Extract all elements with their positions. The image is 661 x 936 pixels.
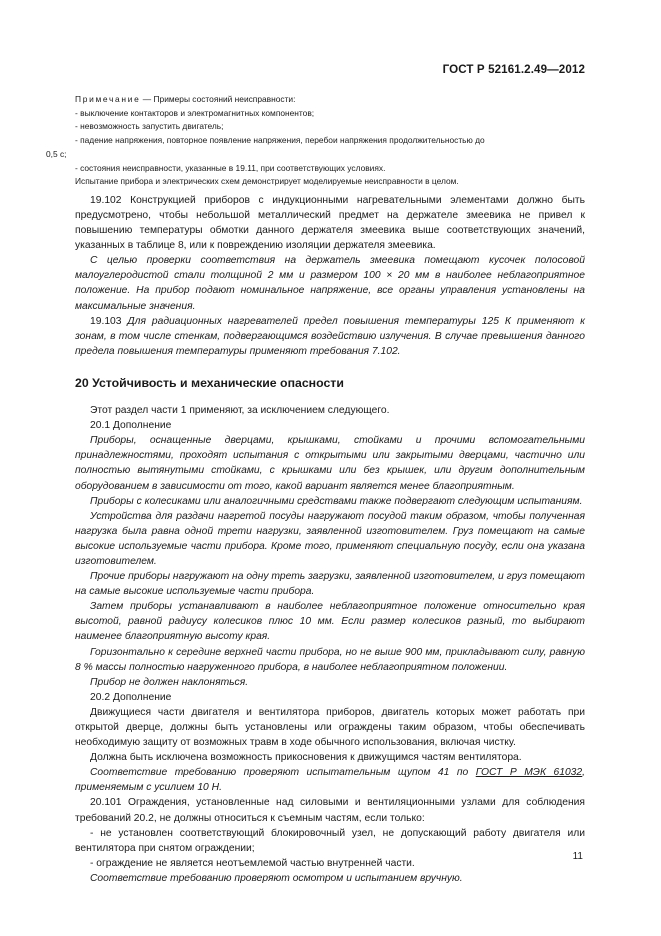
- para-20-1: Горизонтально к середине верхней части прибора, но не выше 900 мм, прикладывают силу, равную 8 % массы полностью нагруженного прибора, в наиболее неблагоприятном положении.: [75, 646, 585, 673]
- note-label: Примечание: [75, 94, 141, 104]
- note-final: Испытание прибора и электрических схем демонстрирует моделируемые неисправности в целом.: [75, 176, 459, 187]
- note-item: - падение напряжения, повторное появление напряжения, перебои напряжения продолжительностью до: [75, 135, 485, 146]
- page-number: 11: [572, 851, 583, 862]
- note-item: - состояния неисправности, указанные в 19.11, при соответствующих условиях.: [75, 162, 386, 173]
- main-text: [75, 193, 585, 886]
- para-19-102: 19.102 Конструкцией приборов с индукционными нагревательными элементами должно быть предусмотрено, чтобы небольшой металлический предмет на держателе змеевика не привел к повышению температуры обмотки данного держателя змеевика выше соответствующих значений, указанных в таблице 8, или к повреждению изоляции держателя змеевика.: [75, 194, 585, 252]
- section-heading: 20 Устойчивость и механические опасности: [75, 375, 344, 390]
- para-20-1: Приборы, оснащенные дверцами, крышками, стойками и прочими вспомогательными принадлежностями, проходят испытания с открытыми или закрытыми дверцами, частично или полностью вытянутыми стойками, с крышками или без крышек, или другим дополнительным оборудованием в зависимости от того, какой вариант является менее благоприятным.: [75, 435, 585, 492]
- para-20-101-test: Соответствие требованию проверяют осмотром и испытанием вручную.: [90, 872, 463, 884]
- para-20-1: Прибор не должен наклоняться.: [90, 676, 249, 688]
- page-body: [46, 93, 586, 886]
- list-item: - не установлен соответствующий блокировочный узел, не допускающий работу двигателя или вентилятора при снятом ограждении;: [75, 827, 585, 854]
- para-20-2-test-a: Соответствие требованию проверяют испытательным щупом 41 по: [90, 767, 476, 779]
- para-20-101: 20.101 Ограждения, установленные над силовыми и вентиляционными узлами для соблюдения требований 20.2, не должны относиться к съемным частям, если только:: [75, 797, 585, 824]
- note-title: [75, 93, 585, 107]
- para-19-102-test: С целью проверки соответствия на держатель змеевика помещают кусочек полосовой малоуглеродистой стали толщиной 2 мм и размером 100 × 20 мм в наиболее неблагоприятное положение. На прибор подают номинальное напряжение, все органы управления установлены на максимальные значения.: [75, 255, 585, 312]
- section-intro: Этот раздел части 1 применяют, за исключением следующего.: [90, 405, 390, 417]
- note-item: - невозможность запустить двигатель;: [75, 121, 224, 132]
- para-20-2: Должна быть исключена возможность прикосновения к движущимся частям вентилятора.: [90, 752, 522, 764]
- para-20-2-test-b: , применяемым с усилием 10 Н.: [75, 767, 586, 794]
- note-block: [46, 93, 585, 189]
- standard-reference: ГОСТ Р МЭК 61032: [475, 767, 583, 779]
- note-item: - выключение контакторов и электромагнитных компонентов;: [75, 107, 315, 118]
- para-20-1: Прочие приборы нагружают на одну треть загрузки, заявленной изготовителем, и груз помещают на самые высокие используемые части прибора.: [75, 571, 585, 598]
- para-20-1: Устройства для раздачи нагретой посуды нагружают посудой таким образом, чтобы полученная нагрузка была равна одной трети нагрузки, заявленной изготовителем. Груз помещают на самые высокие используемые части прибора. Кроме того, применяют специальную посуду, если она указана изготовителем.: [75, 510, 585, 567]
- para-20-1: Приборы с колесиками или аналогичными средствами также подвергают следующим испытаниям.: [90, 495, 583, 507]
- para-20-1: Затем приборы устанавливают в наиболее неблагоприятное положение относительно края высотой, равной радиусу колесиков плюс 10 мм. Если размер колесиков разный, то выбирают наименее благоприятную высоту края.: [75, 601, 585, 643]
- para-19-103-text: Для радиационных нагревателей предел повышения температуры 125 К применяют к зонам, в том числе стенкам, подвергающимся воздействию излучения. В случае превышения данного предела повышения температуры применяют требования 7.102.: [75, 315, 586, 357]
- subsection-title: 20.1 Дополнение: [90, 420, 172, 432]
- para-19-103-number: 19.103: [90, 315, 128, 327]
- list-item: - ограждение не является неотъемлемой частью внутренней части.: [90, 857, 415, 869]
- note-title-rest: — Примеры состояний неисправности:: [140, 94, 296, 104]
- subsection-title: 20.2 Дополнение: [90, 691, 172, 703]
- para-20-2: Движущиеся части двигателя и вентилятора приборов, двигатель которых может работать при открытой дверце, должны быть установлены или ограждены таким образом, чтобы обеспечивать необходимую защиту от возможных травм в ходе обычного использования, включая чистку.: [75, 706, 585, 749]
- note-item-continuation: 0,5 с;: [46, 148, 67, 159]
- document-id: ГОСТ Р 52161.2.49—2012: [442, 63, 585, 76]
- para-20-2-test: [75, 765, 585, 795]
- para-19-103: [75, 314, 585, 359]
